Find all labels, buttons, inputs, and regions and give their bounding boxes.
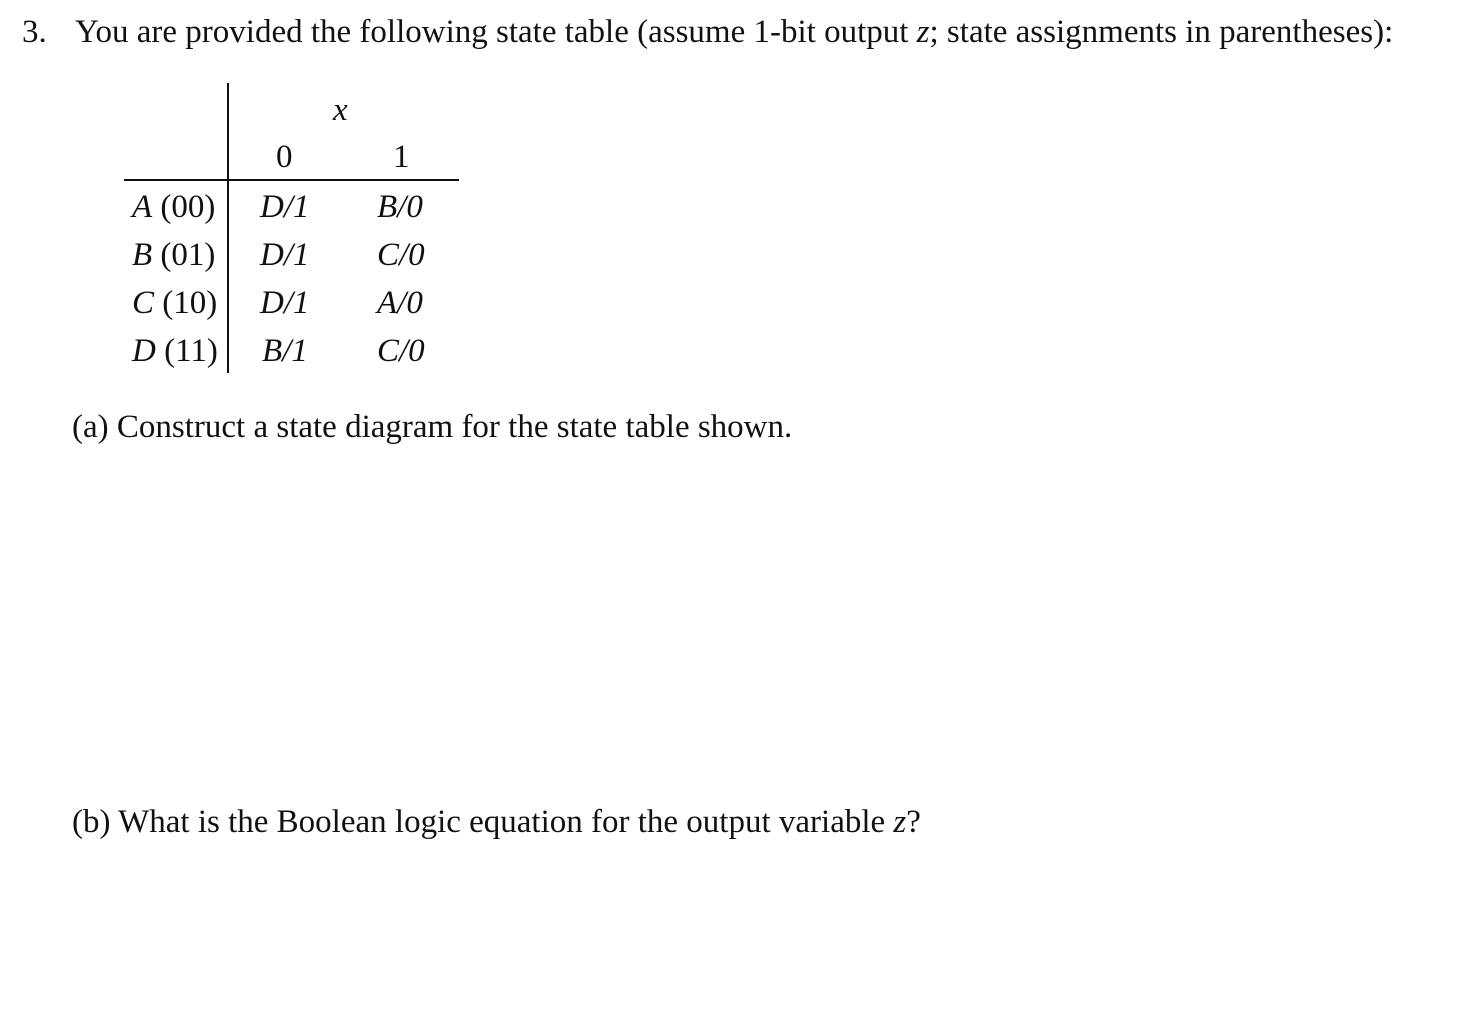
state-name: C: [132, 285, 155, 321]
table-horizontal-rule: [124, 179, 459, 181]
state-name: A: [132, 189, 153, 225]
state-assignment: (11): [164, 333, 218, 369]
state-name: B: [132, 237, 153, 273]
table-cell-next-x1: B/0: [377, 189, 423, 225]
part-b-text-before-z: (b) What is the Boolean logic equation for the output variable: [72, 804, 894, 840]
table-cell-next-x0: B/1: [262, 333, 308, 369]
table-row-state-label: [132, 235, 215, 275]
state-assignment: (01): [160, 237, 216, 273]
table-row-state-label: [132, 331, 218, 371]
input-header-1: 1: [393, 139, 410, 175]
question-text-before-z: You are provided the following state table (assume 1-bit output: [75, 14, 917, 50]
question-number: 3.: [22, 14, 47, 50]
table-row-state-label: [132, 187, 215, 227]
state-name: D: [132, 333, 156, 369]
question-text-after-z: ; state assignments in parentheses):: [929, 14, 1394, 50]
output-z-symbol: z: [916, 14, 930, 50]
state-assignment: (00): [160, 189, 216, 225]
part-b-text-after-z: ?: [906, 804, 921, 840]
part-b-z-symbol: z: [893, 804, 907, 840]
input-variable-x: x: [333, 92, 348, 128]
table-cell-next-x1: A/0: [377, 285, 423, 321]
state-table: [0, 0, 500, 400]
table-cell-next-x0: D/1: [260, 189, 310, 225]
part-a-prompt: (a) Construct a state diagram for the state table shown.: [72, 409, 793, 445]
table-row-state-label: [132, 283, 217, 323]
part-b-prompt: [72, 800, 921, 844]
table-cell-next-x1: C/0: [377, 237, 425, 273]
table-cell-next-x1: C/0: [377, 333, 425, 369]
table-cell-next-x0: D/1: [260, 285, 310, 321]
table-vertical-rule: [227, 83, 229, 373]
input-header-0: 0: [276, 139, 293, 175]
state-assignment: (10): [162, 285, 218, 321]
table-cell-next-x0: D/1: [260, 237, 310, 273]
